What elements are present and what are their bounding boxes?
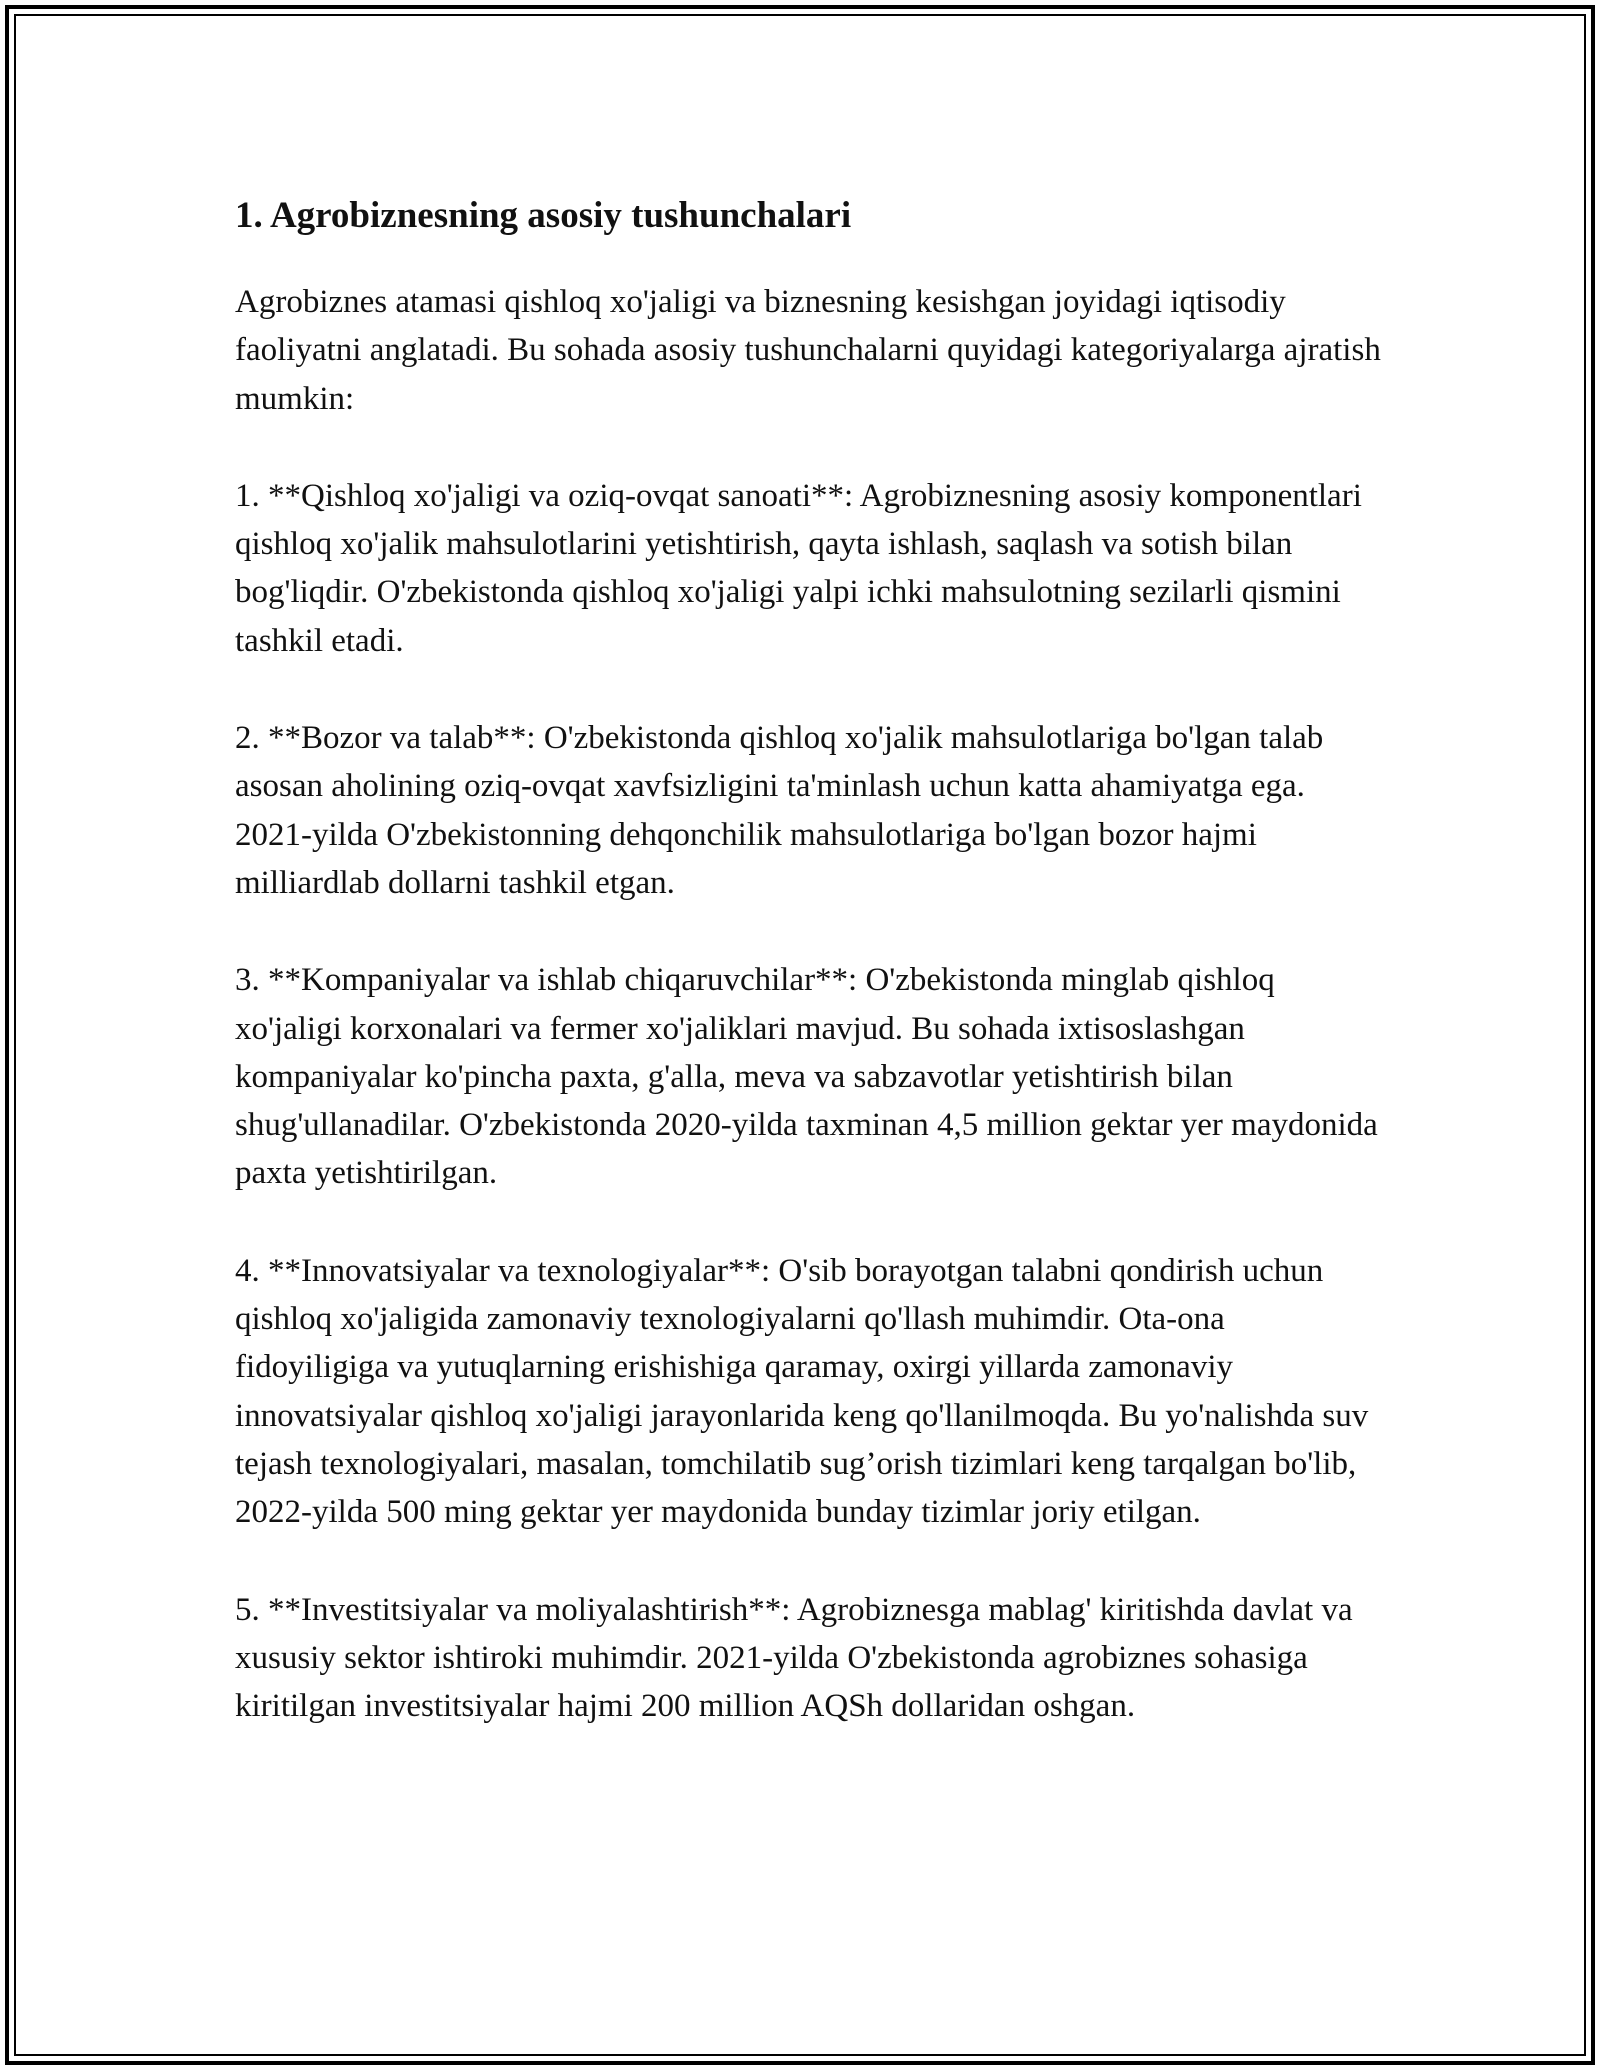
paragraph-market-demand: 2. **Bozor va talab**: O'zbekistonda qishloq xo'jalik mahsulotlariga bo'lgan talab asosan aholining oziq-ovqat xavfsizligini ta'minlash uchun katta ahamiyatga ega. 2021-yilda O'zbekistonning dehqonchilik mahsulotlariga bo'lgan bozor hajmi milliardlab dollarni tashkil etgan. bbox=[235, 720, 1324, 901]
paragraph-investments-financing: 5. **Investitsiyalar va moliyalashtirish**: Agrobiznesga mablag' kiritishda davlat va xususiy sektor ishtiroki muhimdir. 2021-yilda O'zbekistonda agrobiznes sohasiga kiritilgan investitsiyalar hajmi 200 million AQSh dollaridan oshgan. bbox=[235, 1591, 1353, 1725]
paragraph-innovations-technologies: 4. **Innovatsiyalar va texnologiyalar**: O'sib borayotgan talabni qondirish uchun qishloq xo'jaligida zamonaviy texnologiyalarni qo'llash muhimdir. Ota-ona fidoyiligiga va yutuqlarning erishishiga qaramay, oxirgi yillarda zamonaviy innovatsiyalar qishloq xo'jaligi jarayonlarida keng qo'llanilmoqda. Bu yo'nalishda suv tejash texnologiyalari, masalan, tomchilatib sug’orish tizimlari keng tarqalgan bo'lib, 2022-yilda 500 ming gektar yer maydonida bunday tizimlar joriy etilgan. bbox=[235, 1252, 1369, 1531]
intro-paragraph: Agrobiznes atamasi qishloq xo'jaligi va biznesning kesishgan joyidagi iqtisodiy faoliyatni anglatadi. Bu sohada asosiy tushunchalarni quyidagi kategoriyalarga ajratish mumkin: bbox=[235, 284, 1381, 417]
page-title: 1. Agrobiznesning asosiy tushunchalari bbox=[235, 195, 852, 236]
paragraph-companies-producers: 3. **Kompaniyalar va ishlab chiqaruvchilar**: O'zbekistonda minglab qishloq xo'jaligi korxonalari va fermer xo'jaliklari mavjud. Bu sohada ixtisoslashgan kompaniyalar ko'pincha paxta, g'alla, meva va sabzavotlar yetishtirish bilan shug'ullanadilar. O'zbekistonda 2020-yilda taxminan 4,5 million gektar yer maydonida paxta yetishtirilgan. bbox=[235, 962, 1378, 1192]
paragraph-agriculture-food-industry: 1. **Qishloq xo'jaligi va oziq-ovqat sanoati**: Agrobiznesning asosiy komponentlari qishloq xo'jalik mahsulotlarini yetishtirish, qayta ishlash, saqlash va sotish bilan bog'liqdir. O'zbekistonda qishloq xo'jaligi yalpi ichki mahsulotning sezilarli qismini tashkil etadi. bbox=[235, 477, 1362, 659]
document-body bbox=[235, 188, 1385, 1779]
